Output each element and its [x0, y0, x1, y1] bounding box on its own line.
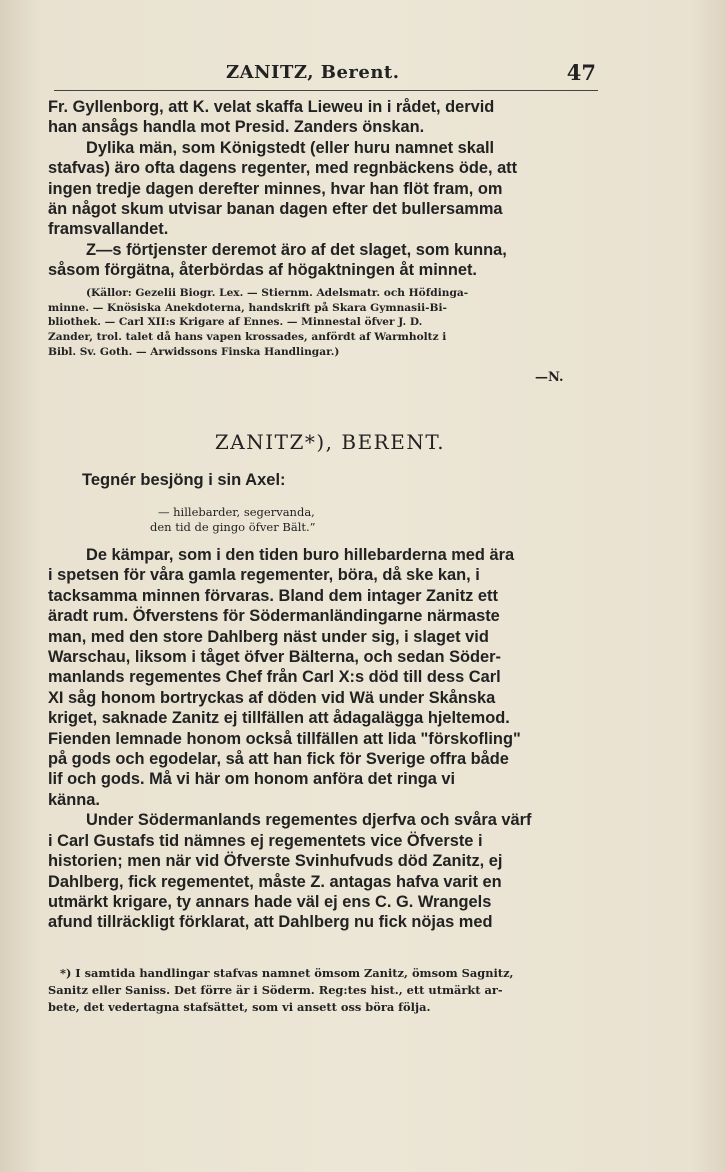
text-line: Fienden lemnade honom också tillfällen att lida "förskofling" — [48, 729, 521, 748]
text-line: än något skum utvisar banan dagen efter det bullersamma — [48, 200, 503, 219]
text-line: De kämpar, som i den tiden buro hillebarderna med ära — [86, 546, 515, 564]
verse-quote — [150, 505, 316, 535]
footnote-line: Sanitz eller Saniss. Det förre är i Söderm. Reg:tes hist., ett utmärkt ar- — [48, 983, 503, 997]
text-line: manlands regementes Chef från Carl X:s död till dess Carl — [48, 668, 501, 687]
text-line: Z—s förtjenster deremot äro af det slaget, som kunna, — [86, 240, 507, 259]
footnote-line: *) I samtida handlingar stafvas namnet ömsom Zanitz, ömsom Sagnitz, — [60, 966, 514, 980]
text-line: utmärkt krigare, ty annars hade väl ej ens C. G. Wrangels — [48, 892, 492, 911]
footnote — [48, 965, 600, 1016]
text-line: Dahlberg, fick regementet, måste Z. antagas hafva varit en — [48, 872, 502, 891]
verse-line: — hillebarder, segervanda, — [158, 505, 315, 519]
source-line: Bibl. Sv. Goth. — Arwidssons Finska Handlingar.) — [48, 345, 340, 358]
source-line: Zander, trol. talet då hans vapen krossades, anfördt af Warmholtz i — [48, 331, 447, 344]
continued-paragraph — [48, 97, 600, 281]
text-line: afund tillräckligt förklarat, att Dahlberg nu fick nöjas med — [48, 913, 493, 932]
text-line: äradt rum. Öfverstens för Södermanländingarne närmaste — [48, 607, 500, 626]
text-line: ingen tredje dagen derefter minnes, hvar han flöt fram, om — [48, 179, 503, 198]
text-line: känna. — [48, 790, 100, 809]
source-line: minne. — Knösiska Anekdoterna, handskrift på Skara Gymnasii-Bi- — [48, 301, 447, 314]
source-line: bliothek. — Carl XII:s Krigare af Ennes. — Minnestal öfver J. D. — [48, 316, 423, 329]
text-line: lif och gods. Må vi här om honom anföra det ringa vi — [48, 770, 456, 789]
running-header — [56, 62, 596, 88]
text-line: man, med den store Dahlberg näst under sig, i slaget vid — [48, 627, 489, 646]
text-line: i Carl Gustafs tid nämnes ej regementets vice Öfverste i — [48, 831, 483, 850]
article-heading: ZANITZ*), BERENT. — [214, 430, 446, 454]
text-line: i spetsen för våra gamla regementer, böra, då ske kan, i — [48, 566, 480, 585]
running-title: ZANITZ, Berent. — [226, 62, 400, 83]
text-line: kriget, saknade Zanitz ej tillfällen att ådagalägga hjeltemod. — [48, 709, 510, 728]
text-line: på gods och egodelar, så att han fick för Sverige offra både — [48, 750, 509, 769]
page-number: 47 — [566, 60, 596, 85]
sources-note — [48, 286, 600, 360]
footnote-line: bete, det vedertagna stafsättet, som vi ansett oss böra följa. — [48, 1000, 431, 1014]
text-line: Dylika män, som Königstedt (eller huru namnet skall — [86, 138, 495, 157]
text-line: tacksamma minnen förvaras. Bland dem intager Zanitz ett — [48, 586, 498, 605]
intro-line: Tegnér besjöng i sin Axel: — [82, 471, 286, 489]
header-rule — [54, 90, 598, 91]
text-line: stafvas) äro ofta dagens regenter, med regnbäckens öde, att — [48, 159, 518, 178]
text-line: Under Södermanlands regementes djerfva och svåra värf — [86, 811, 532, 830]
source-line: (Källor: Gezelii Biogr. Lex. — Stiernm. Adelsmatr. och Höfdinga- — [86, 287, 469, 299]
verse-line: den tid de gingo öfver Bält.” — [150, 520, 316, 534]
text-line: historien; men när vid Öfverste Svinhufvuds död Zanitz, ej — [48, 852, 503, 871]
text-line: XI såg honom bortryckas af döden vid Wä under Skånska — [48, 688, 496, 707]
body-text — [48, 545, 600, 933]
text-line: han ansågs handla mot Presid. Zanders önskan. — [48, 118, 425, 137]
text-line: såsom förgätna, återbördas af högaktningen åt minnet. — [48, 261, 477, 280]
text-line: Fr. Gyllenborg, att K. velat skaffa Lieweu in i rådet, dervid — [48, 98, 495, 116]
text-line: Warschau, liksom i tåget öfver Bälterna, och sedan Söder- — [48, 648, 501, 667]
author-signature: —N. — [535, 370, 564, 385]
text-line: framsvallandet. — [48, 220, 169, 239]
